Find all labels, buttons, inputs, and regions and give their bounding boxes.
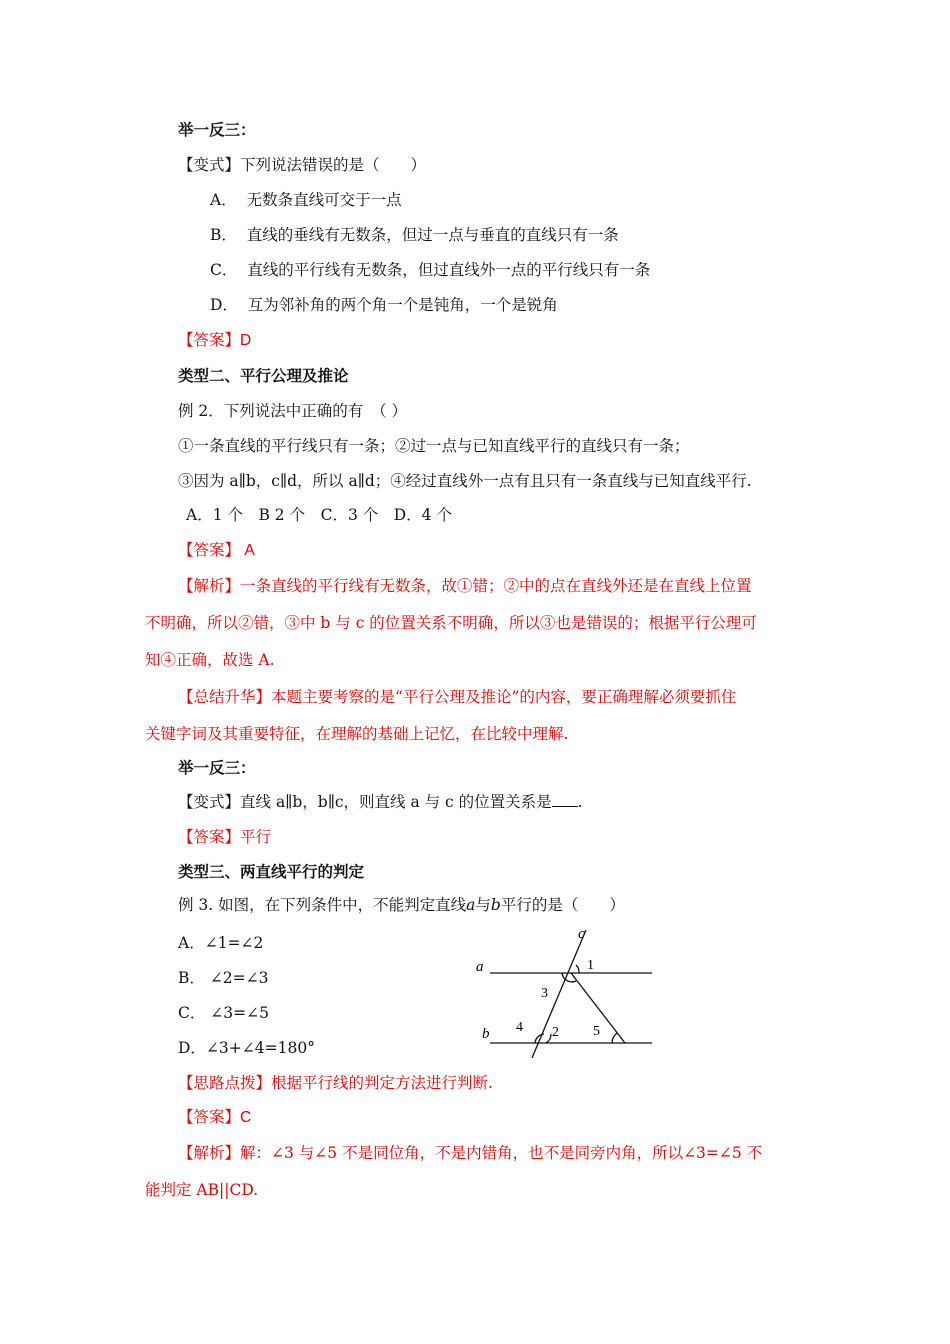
variant-tag: 【变式】: [178, 156, 241, 174]
option-a: [210, 190, 402, 210]
analysis-2-line-3: 知④正确，故选 A.: [145, 651, 275, 669]
summary-tag: 【总结升华】: [178, 688, 272, 706]
answer-tag: 【答案】: [178, 541, 241, 559]
analysis-tag: 【解析】: [178, 577, 241, 595]
statement-1: ①一条直线的平行线只有一条；②过一点与已知直线平行的直线只有一条；: [178, 437, 690, 455]
example-3: [178, 895, 625, 915]
analysis-2-line-2: 不明确，所以②错，③中 b 与 c 的位置关系不明确，所以③也是错误的；根据平行公理可: [145, 614, 757, 632]
option-letter: A．: [210, 191, 237, 209]
variant-tag: 【变式】: [178, 793, 241, 811]
var-a: a: [466, 896, 476, 914]
answer-3: [178, 827, 271, 847]
example-2: 例 2．下列说法中正确的有 （ ）: [178, 402, 407, 420]
option-letter: A．: [178, 934, 205, 952]
label-4: 4: [516, 1020, 523, 1035]
option-text: 直线的平行线有无数条，但过直线外一点的平行线只有一条: [247, 261, 651, 279]
option-3d: [178, 1038, 315, 1058]
option-d: [210, 295, 558, 315]
option-text: ∠3=∠5: [205, 1004, 269, 1022]
angle-2-arc: [546, 1034, 551, 1043]
option-text: 无数条直线可交于一点: [246, 191, 402, 209]
option-text: 直线的垂线有无数条，但过一点与垂直的直线只有一条: [246, 226, 619, 244]
label-b: b: [482, 1026, 490, 1042]
summary-line-1: [178, 687, 736, 707]
statement-2: ③因为 a∥b，c∥d，所以 a∥d；④经过直线外一点有且只有一条直线与已知直线平行.: [178, 472, 752, 490]
angle-1-arc: [576, 965, 579, 973]
analysis-tag: 【解析】: [178, 1144, 241, 1162]
answer-value: 平行: [240, 828, 272, 846]
analysis-text: 一条直线的平行线有无数条，故①错；②中的点在直线外还是在直线上位置: [240, 577, 752, 595]
analysis-2-line-1: [178, 576, 752, 596]
label-5: 5: [593, 1024, 600, 1039]
option-3c: [178, 1003, 269, 1023]
option-3a: [178, 933, 263, 953]
var-b: b: [490, 896, 501, 914]
option-letter: B．: [210, 226, 237, 244]
variant-text-end: .: [577, 793, 583, 811]
hint-text: 根据平行线的判定方法进行判断.: [271, 1074, 493, 1092]
option-text: ∠3+∠4=180°: [205, 1039, 315, 1057]
example-text: 例 3. 如图，在下列条件中，不能判定直线: [178, 896, 467, 914]
answer-value: A: [240, 542, 255, 559]
option-letter: D．: [210, 296, 238, 314]
option-text: 互为邻补角的两个角一个是钝角，一个是锐角: [247, 296, 558, 314]
hint-tag: 【思路点拨】: [178, 1074, 272, 1092]
variant-question-2: [178, 792, 583, 812]
option-3b: [178, 968, 269, 988]
summary-text: 本题主要考察的是“平行公理及推论”的内容，要正确理解必须要抓住: [271, 688, 737, 706]
parallel-lines-figure: [470, 920, 670, 1060]
analysis-3-line-1: [178, 1143, 762, 1163]
answer-4: [178, 1107, 251, 1128]
label-c: c: [578, 926, 585, 942]
label-1: 1: [587, 958, 594, 973]
answer-tag: 【答案】: [178, 828, 241, 846]
section-heading-1: 举一反三：: [178, 120, 256, 139]
option-letter: D．: [178, 1039, 206, 1057]
variant-question-1: [178, 155, 426, 175]
section-heading-2: 举一反三：: [178, 758, 256, 777]
option-letter: C．: [210, 261, 238, 279]
variant-text: 直线 a∥b，b∥c，则直线 a 与 c 的位置关系是: [240, 793, 552, 811]
choices-2: A．1 个 B 2 个 C．3 个 D．4 个: [186, 506, 452, 524]
answer-blank: [552, 792, 578, 807]
summary-line-2: 关键字词及其重要特征，在理解的基础上记忆，在比较中理解.: [145, 725, 569, 743]
answer-tag: 【答案】: [178, 331, 241, 349]
example-text: 平行的是（ ）: [500, 896, 625, 914]
option-letter: C．: [178, 1004, 206, 1022]
label-a: a: [476, 959, 484, 975]
analysis-text: 解：∠3 与∠5 不是同位角，不是内错角，也不是同旁内角，所以∠3=∠5 不: [240, 1144, 763, 1162]
type2-title: 类型二、平行公理及推论: [178, 366, 349, 385]
option-text: ∠2=∠3: [204, 969, 269, 987]
type3-title: 类型三、两直线平行的判定: [178, 862, 365, 881]
answer-value: D: [240, 332, 252, 349]
answer-2: [178, 540, 255, 561]
option-b: [210, 225, 619, 245]
label-2: 2: [552, 1025, 559, 1040]
angle-5-arc: [612, 1033, 617, 1043]
answer-1: [178, 330, 251, 351]
option-text: ∠1=∠2: [204, 934, 264, 952]
analysis-3-line-2: 能判定 AB||CD.: [145, 1181, 259, 1199]
answer-value: C: [240, 1109, 252, 1126]
label-3: 3: [541, 986, 548, 1001]
answer-tag: 【答案】: [178, 1108, 241, 1126]
option-letter: B．: [178, 969, 205, 987]
option-c: [210, 260, 650, 280]
hint-3: [178, 1073, 493, 1093]
example-text: 与: [475, 896, 491, 914]
variant-text: 下列说法错误的是（ ）: [240, 156, 427, 174]
